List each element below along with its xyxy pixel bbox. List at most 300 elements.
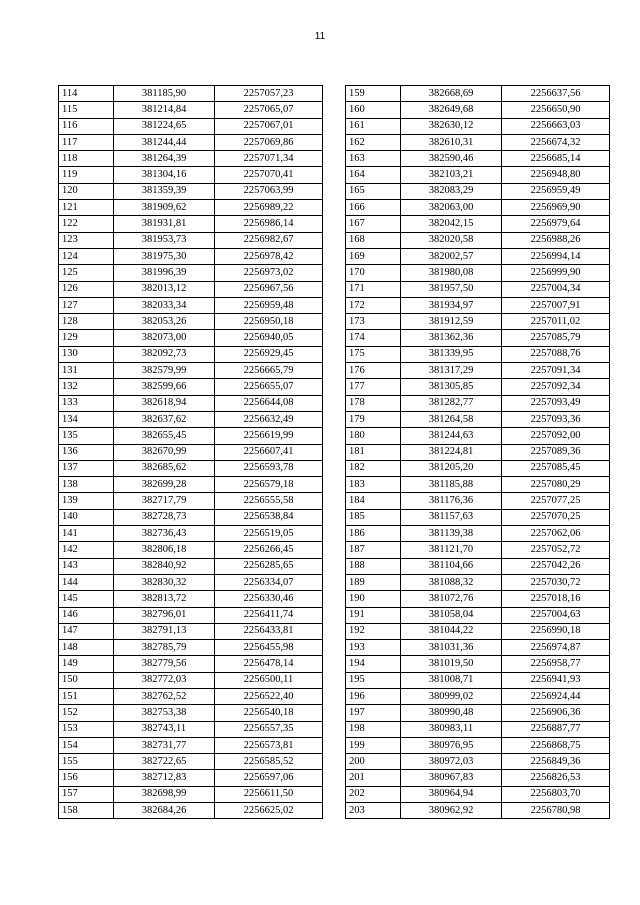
table-row — [59, 330, 323, 346]
point-number-cell: 114 — [59, 86, 114, 102]
y-coordinate-cell: 2257011,02 — [502, 314, 610, 330]
table-row — [346, 477, 610, 493]
point-number-cell: 125 — [59, 265, 114, 281]
point-number-cell: 154 — [59, 737, 114, 753]
y-coordinate-cell: 2256941,93 — [502, 672, 610, 688]
x-coordinate-cell: 381205,20 — [401, 460, 502, 476]
x-coordinate-cell: 381305,85 — [401, 379, 502, 395]
y-coordinate-cell: 2256990,18 — [502, 623, 610, 639]
x-coordinate-cell: 382685,62 — [114, 460, 215, 476]
point-number-cell: 184 — [346, 493, 401, 509]
x-coordinate-cell: 381975,30 — [114, 248, 215, 264]
point-number-cell: 147 — [59, 623, 114, 639]
y-coordinate-cell: 2257007,91 — [502, 297, 610, 313]
point-number-cell: 189 — [346, 574, 401, 590]
y-coordinate-cell: 2257052,72 — [502, 542, 610, 558]
y-coordinate-cell: 2256593,78 — [215, 460, 323, 476]
table-row — [59, 86, 323, 102]
table-row — [346, 574, 610, 590]
table-row — [346, 232, 610, 248]
x-coordinate-cell: 382753,38 — [114, 705, 215, 721]
x-coordinate-cell: 380964,94 — [401, 786, 502, 802]
table-row — [346, 118, 610, 134]
table-row — [346, 770, 610, 786]
x-coordinate-cell: 382785,79 — [114, 640, 215, 656]
point-number-cell: 164 — [346, 167, 401, 183]
table-row — [346, 509, 610, 525]
point-number-cell: 115 — [59, 102, 114, 118]
table-row — [59, 297, 323, 313]
table-row — [346, 542, 610, 558]
y-coordinate-cell: 2256285,65 — [215, 558, 323, 574]
point-number-cell: 150 — [59, 672, 114, 688]
table-row — [346, 737, 610, 753]
y-coordinate-cell: 2257018,16 — [502, 591, 610, 607]
x-coordinate-cell: 381214,84 — [114, 102, 215, 118]
x-coordinate-cell: 381931,81 — [114, 216, 215, 232]
point-number-cell: 193 — [346, 640, 401, 656]
point-number-cell: 128 — [59, 314, 114, 330]
table-row — [59, 281, 323, 297]
table-row — [59, 379, 323, 395]
point-number-cell: 167 — [346, 216, 401, 232]
point-number-cell: 135 — [59, 428, 114, 444]
x-coordinate-cell: 381176,36 — [401, 493, 502, 509]
y-coordinate-cell: 2256780,98 — [502, 803, 610, 819]
point-number-cell: 199 — [346, 737, 401, 753]
x-coordinate-cell: 381088,32 — [401, 574, 502, 590]
point-number-cell: 126 — [59, 281, 114, 297]
y-coordinate-cell: 2256632,49 — [215, 411, 323, 427]
y-coordinate-cell: 2256330,46 — [215, 591, 323, 607]
point-number-cell: 191 — [346, 607, 401, 623]
page-number: 11 — [314, 31, 326, 42]
x-coordinate-cell: 382020,58 — [401, 232, 502, 248]
point-number-cell: 136 — [59, 444, 114, 460]
point-number-cell: 186 — [346, 526, 401, 542]
x-coordinate-cell: 382042,15 — [401, 216, 502, 232]
table-row — [59, 623, 323, 639]
x-coordinate-cell: 381264,39 — [114, 151, 215, 167]
point-number-cell: 187 — [346, 542, 401, 558]
table-row — [59, 444, 323, 460]
table-row — [59, 770, 323, 786]
y-coordinate-cell: 2256959,48 — [215, 297, 323, 313]
y-coordinate-cell: 2256849,36 — [502, 754, 610, 770]
x-coordinate-cell: 382722,65 — [114, 754, 215, 770]
table-row — [59, 591, 323, 607]
table-row — [346, 428, 610, 444]
y-coordinate-cell: 2257042,26 — [502, 558, 610, 574]
table-row — [346, 754, 610, 770]
table-row — [346, 411, 610, 427]
point-number-cell: 179 — [346, 411, 401, 427]
table-row — [346, 607, 610, 623]
x-coordinate-cell: 382806,18 — [114, 542, 215, 558]
y-coordinate-cell: 2257093,49 — [502, 395, 610, 411]
coordinates-table-right — [345, 85, 610, 819]
table-row — [59, 428, 323, 444]
y-coordinate-cell: 2257091,34 — [502, 363, 610, 379]
point-number-cell: 159 — [346, 86, 401, 102]
point-number-cell: 188 — [346, 558, 401, 574]
y-coordinate-cell: 2256597,06 — [215, 770, 323, 786]
y-coordinate-cell: 2256607,41 — [215, 444, 323, 460]
table-row — [59, 542, 323, 558]
table-row — [346, 86, 610, 102]
y-coordinate-cell: 2257092,34 — [502, 379, 610, 395]
table-row — [346, 265, 610, 281]
table-row — [59, 803, 323, 819]
table-row — [346, 102, 610, 118]
y-coordinate-cell: 2256969,90 — [502, 200, 610, 216]
x-coordinate-cell: 382712,83 — [114, 770, 215, 786]
y-coordinate-cell: 2256959,49 — [502, 183, 610, 199]
x-coordinate-cell: 382717,79 — [114, 493, 215, 509]
table-row — [346, 558, 610, 574]
point-number-cell: 120 — [59, 183, 114, 199]
x-coordinate-cell: 381909,62 — [114, 200, 215, 216]
x-coordinate-cell: 382033,34 — [114, 297, 215, 313]
y-coordinate-cell: 2256538,84 — [215, 509, 323, 525]
y-coordinate-cell: 2256637,56 — [502, 86, 610, 102]
point-number-cell: 174 — [346, 330, 401, 346]
table-row — [59, 705, 323, 721]
x-coordinate-cell: 382073,00 — [114, 330, 215, 346]
table-row — [59, 395, 323, 411]
point-number-cell: 116 — [59, 118, 114, 134]
table-row — [59, 232, 323, 248]
table-row — [346, 363, 610, 379]
point-number-cell: 138 — [59, 477, 114, 493]
point-number-cell: 163 — [346, 151, 401, 167]
table-row — [59, 102, 323, 118]
table-row — [59, 248, 323, 264]
y-coordinate-cell: 2256433,81 — [215, 623, 323, 639]
y-coordinate-cell: 2256411,74 — [215, 607, 323, 623]
point-number-cell: 202 — [346, 786, 401, 802]
x-coordinate-cell: 382063,00 — [401, 200, 502, 216]
point-number-cell: 180 — [346, 428, 401, 444]
table-row — [346, 444, 610, 460]
table-row — [59, 200, 323, 216]
table-row — [346, 721, 610, 737]
x-coordinate-cell: 381224,81 — [401, 444, 502, 460]
x-coordinate-cell: 381139,38 — [401, 526, 502, 542]
y-coordinate-cell: 2256950,18 — [215, 314, 323, 330]
y-coordinate-cell: 2256519,05 — [215, 526, 323, 542]
x-coordinate-cell: 381957,50 — [401, 281, 502, 297]
x-coordinate-cell: 381359,39 — [114, 183, 215, 199]
x-coordinate-cell: 381008,71 — [401, 672, 502, 688]
point-number-cell: 172 — [346, 297, 401, 313]
point-number-cell: 200 — [346, 754, 401, 770]
point-number-cell: 127 — [59, 297, 114, 313]
point-number-cell: 192 — [346, 623, 401, 639]
y-coordinate-cell: 2257092,00 — [502, 428, 610, 444]
y-coordinate-cell: 2257004,34 — [502, 281, 610, 297]
x-coordinate-cell: 380967,83 — [401, 770, 502, 786]
table-row — [59, 314, 323, 330]
point-number-cell: 177 — [346, 379, 401, 395]
x-coordinate-cell: 381244,44 — [114, 134, 215, 150]
table-row — [59, 411, 323, 427]
y-coordinate-cell: 2256585,52 — [215, 754, 323, 770]
y-coordinate-cell: 2256619,99 — [215, 428, 323, 444]
x-coordinate-cell: 381362,36 — [401, 330, 502, 346]
y-coordinate-cell: 2256685,14 — [502, 151, 610, 167]
point-number-cell: 152 — [59, 705, 114, 721]
table-row — [346, 656, 610, 672]
x-coordinate-cell: 381996,39 — [114, 265, 215, 281]
point-number-cell: 195 — [346, 672, 401, 688]
point-number-cell: 170 — [346, 265, 401, 281]
table-row — [59, 118, 323, 134]
x-coordinate-cell: 382092,73 — [114, 346, 215, 362]
point-number-cell: 198 — [346, 721, 401, 737]
x-coordinate-cell: 382762,52 — [114, 688, 215, 704]
point-number-cell: 149 — [59, 656, 114, 672]
point-number-cell: 130 — [59, 346, 114, 362]
y-coordinate-cell: 2256644,08 — [215, 395, 323, 411]
point-number-cell: 142 — [59, 542, 114, 558]
point-number-cell: 166 — [346, 200, 401, 216]
y-coordinate-cell: 2257093,36 — [502, 411, 610, 427]
point-number-cell: 144 — [59, 574, 114, 590]
y-coordinate-cell: 2256557,35 — [215, 721, 323, 737]
point-number-cell: 201 — [346, 770, 401, 786]
x-coordinate-cell: 380976,95 — [401, 737, 502, 753]
x-coordinate-cell: 381185,90 — [114, 86, 215, 102]
point-number-cell: 145 — [59, 591, 114, 607]
y-coordinate-cell: 2256650,90 — [502, 102, 610, 118]
x-coordinate-cell: 382743,11 — [114, 721, 215, 737]
x-coordinate-cell: 381185,88 — [401, 477, 502, 493]
table-row — [59, 688, 323, 704]
y-coordinate-cell: 2257065,07 — [215, 102, 323, 118]
table-row — [346, 640, 610, 656]
x-coordinate-cell: 382684,26 — [114, 803, 215, 819]
point-number-cell: 137 — [59, 460, 114, 476]
table-row — [59, 672, 323, 688]
point-number-cell: 133 — [59, 395, 114, 411]
y-coordinate-cell: 2256555,58 — [215, 493, 323, 509]
x-coordinate-cell: 382791,13 — [114, 623, 215, 639]
x-coordinate-cell: 381317,29 — [401, 363, 502, 379]
x-coordinate-cell: 381282,77 — [401, 395, 502, 411]
x-coordinate-cell: 382698,99 — [114, 786, 215, 802]
x-coordinate-cell: 382599,66 — [114, 379, 215, 395]
coordinates-table-left — [58, 85, 323, 819]
table-row — [59, 558, 323, 574]
table-row — [59, 151, 323, 167]
y-coordinate-cell: 2256989,22 — [215, 200, 323, 216]
y-coordinate-cell: 2256455,98 — [215, 640, 323, 656]
x-coordinate-cell: 381953,73 — [114, 232, 215, 248]
x-coordinate-cell: 381121,70 — [401, 542, 502, 558]
point-number-cell: 148 — [59, 640, 114, 656]
table-row — [346, 526, 610, 542]
point-number-cell: 155 — [59, 754, 114, 770]
x-coordinate-cell: 381058,04 — [401, 607, 502, 623]
x-coordinate-cell: 382670,99 — [114, 444, 215, 460]
point-number-cell: 182 — [346, 460, 401, 476]
point-number-cell: 122 — [59, 216, 114, 232]
y-coordinate-cell: 2256999,90 — [502, 265, 610, 281]
point-number-cell: 131 — [59, 363, 114, 379]
x-coordinate-cell: 381912,59 — [401, 314, 502, 330]
y-coordinate-cell: 2256655,07 — [215, 379, 323, 395]
x-coordinate-cell: 380990,48 — [401, 705, 502, 721]
table-row — [59, 754, 323, 770]
table-row — [346, 688, 610, 704]
y-coordinate-cell: 2256974,87 — [502, 640, 610, 656]
table-row — [346, 167, 610, 183]
point-number-cell: 146 — [59, 607, 114, 623]
y-coordinate-cell: 2256625,02 — [215, 803, 323, 819]
table-row — [346, 346, 610, 362]
x-coordinate-cell: 380962,92 — [401, 803, 502, 819]
y-coordinate-cell: 2257077,25 — [502, 493, 610, 509]
x-coordinate-cell: 381072,76 — [401, 591, 502, 607]
y-coordinate-cell: 2256924,44 — [502, 688, 610, 704]
x-coordinate-cell: 382796,01 — [114, 607, 215, 623]
x-coordinate-cell: 382579,99 — [114, 363, 215, 379]
table-row — [346, 705, 610, 721]
point-number-cell: 175 — [346, 346, 401, 362]
point-number-cell: 139 — [59, 493, 114, 509]
x-coordinate-cell: 382668,69 — [401, 86, 502, 102]
table-row — [59, 640, 323, 656]
point-number-cell: 129 — [59, 330, 114, 346]
x-coordinate-cell: 382830,32 — [114, 574, 215, 590]
y-coordinate-cell: 2256967,56 — [215, 281, 323, 297]
table-row — [346, 183, 610, 199]
table-row — [59, 786, 323, 802]
point-number-cell: 171 — [346, 281, 401, 297]
x-coordinate-cell: 382649,68 — [401, 102, 502, 118]
y-coordinate-cell: 2256973,02 — [215, 265, 323, 281]
table-row — [59, 363, 323, 379]
x-coordinate-cell: 382813,72 — [114, 591, 215, 607]
y-coordinate-cell: 2256266,45 — [215, 542, 323, 558]
x-coordinate-cell: 382779,56 — [114, 656, 215, 672]
table-row — [59, 509, 323, 525]
y-coordinate-cell: 2257062,06 — [502, 526, 610, 542]
table-row — [346, 200, 610, 216]
y-coordinate-cell: 2256958,77 — [502, 656, 610, 672]
table-row — [346, 493, 610, 509]
y-coordinate-cell: 2256988,26 — [502, 232, 610, 248]
table-row — [346, 591, 610, 607]
x-coordinate-cell: 382053,26 — [114, 314, 215, 330]
table-row — [59, 607, 323, 623]
point-number-cell: 157 — [59, 786, 114, 802]
y-coordinate-cell: 2256674,32 — [502, 134, 610, 150]
point-number-cell: 181 — [346, 444, 401, 460]
table-row — [59, 721, 323, 737]
point-number-cell: 197 — [346, 705, 401, 721]
table-row — [59, 134, 323, 150]
x-coordinate-cell: 382002,57 — [401, 248, 502, 264]
x-coordinate-cell: 382728,73 — [114, 509, 215, 525]
y-coordinate-cell: 2256611,50 — [215, 786, 323, 802]
point-number-cell: 169 — [346, 248, 401, 264]
y-coordinate-cell: 2256906,36 — [502, 705, 610, 721]
x-coordinate-cell: 381264,58 — [401, 411, 502, 427]
x-coordinate-cell: 380972,03 — [401, 754, 502, 770]
y-coordinate-cell: 2257089,36 — [502, 444, 610, 460]
y-coordinate-cell: 2256826,53 — [502, 770, 610, 786]
table-row — [59, 167, 323, 183]
table-row — [346, 786, 610, 802]
table-row — [59, 526, 323, 542]
table-row — [346, 672, 610, 688]
y-coordinate-cell: 2256663,03 — [502, 118, 610, 134]
point-number-cell: 156 — [59, 770, 114, 786]
x-coordinate-cell: 382610,31 — [401, 134, 502, 150]
y-coordinate-cell: 2257085,45 — [502, 460, 610, 476]
table-row — [346, 395, 610, 411]
table-row — [59, 493, 323, 509]
y-coordinate-cell: 2256334,07 — [215, 574, 323, 590]
y-coordinate-cell: 2256579,18 — [215, 477, 323, 493]
point-number-cell: 178 — [346, 395, 401, 411]
point-number-cell: 194 — [346, 656, 401, 672]
point-number-cell: 161 — [346, 118, 401, 134]
y-coordinate-cell: 2257057,23 — [215, 86, 323, 102]
point-number-cell: 190 — [346, 591, 401, 607]
table-row — [59, 346, 323, 362]
table-row — [346, 803, 610, 819]
y-coordinate-cell: 2256478,14 — [215, 656, 323, 672]
y-coordinate-cell: 2257085,79 — [502, 330, 610, 346]
x-coordinate-cell: 382840,92 — [114, 558, 215, 574]
x-coordinate-cell: 382637,62 — [114, 411, 215, 427]
x-coordinate-cell: 381019,50 — [401, 656, 502, 672]
x-coordinate-cell: 381044,22 — [401, 623, 502, 639]
x-coordinate-cell: 381244,63 — [401, 428, 502, 444]
point-number-cell: 121 — [59, 200, 114, 216]
x-coordinate-cell: 381157,63 — [401, 509, 502, 525]
point-number-cell: 140 — [59, 509, 114, 525]
y-coordinate-cell: 2256540,18 — [215, 705, 323, 721]
point-number-cell: 141 — [59, 526, 114, 542]
y-coordinate-cell: 2257070,25 — [502, 509, 610, 525]
point-number-cell: 176 — [346, 363, 401, 379]
y-coordinate-cell: 2256522,40 — [215, 688, 323, 704]
y-coordinate-cell: 2256948,80 — [502, 167, 610, 183]
x-coordinate-cell: 382772,03 — [114, 672, 215, 688]
table-row — [59, 737, 323, 753]
table-row — [346, 248, 610, 264]
point-number-cell: 165 — [346, 183, 401, 199]
x-coordinate-cell: 380983,11 — [401, 721, 502, 737]
table-row — [59, 477, 323, 493]
table-row — [346, 379, 610, 395]
y-coordinate-cell: 2256868,75 — [502, 737, 610, 753]
y-coordinate-cell: 2257063,99 — [215, 183, 323, 199]
table-row — [346, 216, 610, 232]
x-coordinate-cell: 382630,12 — [401, 118, 502, 134]
y-coordinate-cell: 2257071,34 — [215, 151, 323, 167]
point-number-cell: 123 — [59, 232, 114, 248]
table-row — [346, 460, 610, 476]
table-row — [59, 183, 323, 199]
x-coordinate-cell: 382083,29 — [401, 183, 502, 199]
point-number-cell: 173 — [346, 314, 401, 330]
y-coordinate-cell: 2257070,41 — [215, 167, 323, 183]
